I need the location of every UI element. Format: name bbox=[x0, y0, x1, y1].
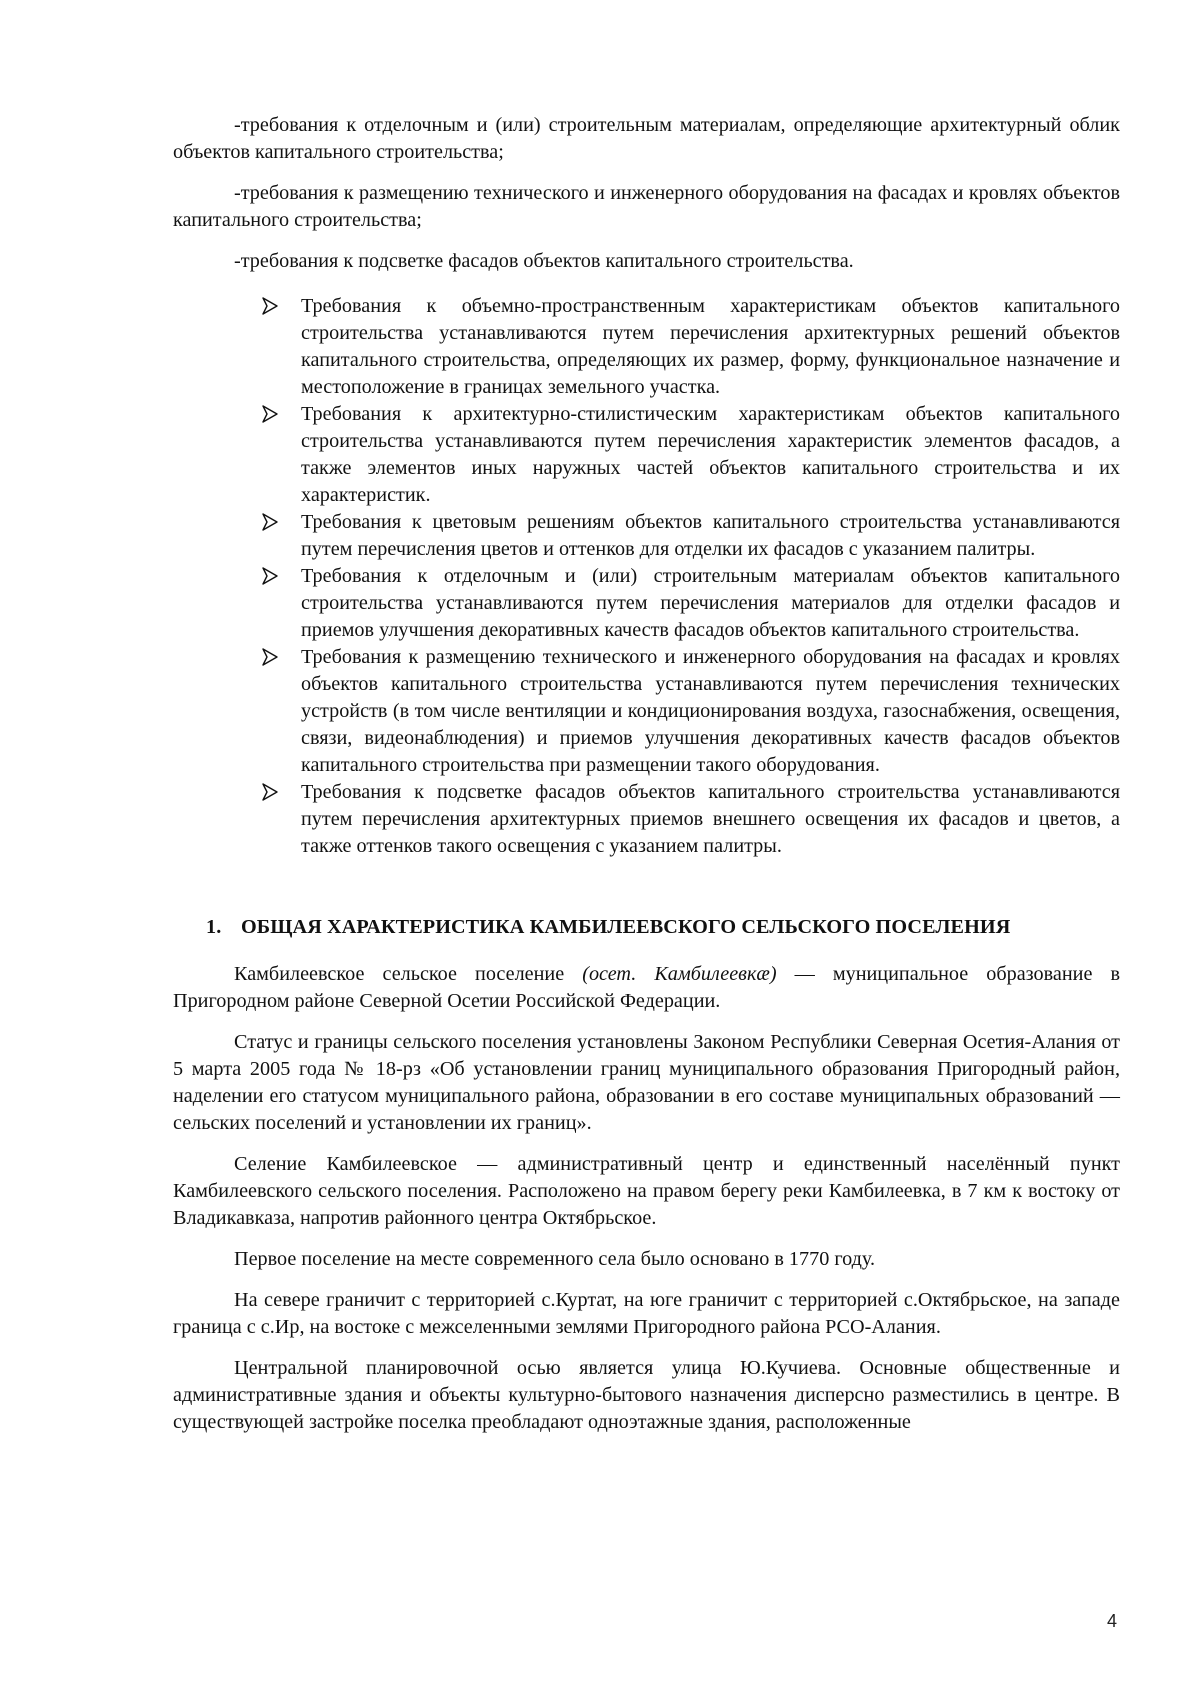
bullet-text: Требования к размещению технического и инженерного оборудования на фасадах и кровлях объектов капитального строительства устанавливаются путем перечисления технических устройств (в том числе вентиляции и кондиционирования воздуха, газоснабжения, освещения, связи, видеонаблюдения) и приемов улучшения декоративных качеств фасадов объектов капитального строительства при размещении такого оборудования. bbox=[301, 646, 1120, 776]
bullet-item bbox=[301, 779, 1120, 860]
arrow-bullet-icon bbox=[262, 297, 278, 315]
paragraph-tail: — муниципальное образование в Пригородном районе Северной Осетии Российской Федерации. bbox=[173, 963, 1120, 1012]
bullet-text: Требования к архитектурно-стилистическим характеристикам объектов капитального строительства устанавливаются путем перечисления характеристик элементов фасадов, а также элементов иных наружных частей объектов капитального строительства и их характеристик. bbox=[301, 403, 1120, 506]
requirement-line: -требования к размещению технического и инженерного оборудования на фасадах и кровлях объектов капитального строительства; bbox=[173, 182, 1120, 231]
body-paragraph: Центральной планировочной осью является улица Ю.Кучиева. Основные общественные и административные здания и объекты культурно-бытового назначения дисперсно разместились в центре. В существующей застройке поселка преобладают одноэтажные здания, расположенные bbox=[173, 1357, 1120, 1433]
bullet-text: Требования к отделочным и (или) строительным материалам объектов капитального строительства устанавливаются путем перечисления материалов для отделки фасадов и приемов улучшения декоративных качеств фасадов объектов капитального строительства. bbox=[301, 565, 1120, 641]
section-number: 1. bbox=[206, 916, 222, 938]
bullet-text: Требования к подсветке фасадов объектов капитального строительства устанавливаются путем перечисления архитектурных приемов внешнего освещения их фасадов и цветов, а также оттенков такого освещения с указанием палитры. bbox=[301, 781, 1120, 857]
section-title: ОБЩАЯ ХАРАКТЕРИСТИКА КАМБИЛЕЕВСКОГО СЕЛЬСКОГО ПОСЕЛЕНИЯ bbox=[241, 916, 1011, 938]
bullet-item bbox=[301, 293, 1120, 401]
body-paragraph: Селение Камбилеевское — административный центр и единственный населённый пункт Камбилеевского сельского поселения. Расположено на правом берегу реки Камбилеевка, в 7 км к востоку от Владикавказа, напротив районного центра Октябрьское. bbox=[173, 1153, 1120, 1229]
body-paragraph: Статус и границы сельского поселения установлены Законом Республики Северная Осетия-Алания от 5 марта 2005 года № 18-рз «Об установлении границ муниципального образования Пригородный район, наделении его статусом муниципального района, образовании в его составе муниципальных образований — сельских поселений и установлении их границ». bbox=[173, 1031, 1120, 1134]
bullet-text: Требования к цветовым решениям объектов капитального строительства устанавливаются путем перечисления цветов и оттенков для отделки их фасадов с указанием палитры. bbox=[301, 511, 1120, 560]
ossetian-name: (осет. Камбилеевкæ) bbox=[582, 963, 777, 985]
arrow-bullet-icon bbox=[262, 567, 278, 585]
arrow-bullet-icon bbox=[262, 783, 278, 801]
bullet-text: Требования к объемно-пространственным характеристикам объектов капитального строительства устанавливаются путем перечисления архитектурных решений объектов капитального строительства, определяющих их размер, форму, функциональное назначение и местоположение в границах земельного участка. bbox=[301, 295, 1120, 398]
document-page bbox=[173, 112, 1120, 1436]
requirement-line: -требования к подсветке фасадов объектов капитального строительства. bbox=[234, 250, 854, 272]
paragraph-lead: Камбилеевское сельское поселение bbox=[234, 963, 583, 985]
requirements-bullet-list bbox=[173, 293, 1120, 860]
requirement-line: -требования к отделочным и (или) строительным материалам, определяющие архитектурный облик объектов капитального строительства; bbox=[173, 114, 1120, 163]
bullet-item bbox=[301, 644, 1120, 779]
section-heading bbox=[206, 914, 1120, 941]
bullet-item bbox=[301, 401, 1120, 509]
arrow-bullet-icon bbox=[262, 648, 278, 666]
arrow-bullet-icon bbox=[262, 513, 278, 531]
bullet-item bbox=[301, 509, 1120, 563]
page-number: 4 bbox=[1106, 1611, 1117, 1631]
arrow-bullet-icon bbox=[262, 405, 278, 423]
body-paragraph: На севере граничит с территорией с.Куртат, на юге граничит с территорией с.Октябрьское, на западе граница с с.Ир, на востоке с межселенными землями Пригородного района РСО-Алания. bbox=[173, 1289, 1120, 1338]
body-paragraph bbox=[173, 961, 1120, 1015]
bullet-item bbox=[301, 563, 1120, 644]
body-paragraph: Первое поселение на месте современного села было основано в 1770 году. bbox=[234, 1248, 876, 1270]
